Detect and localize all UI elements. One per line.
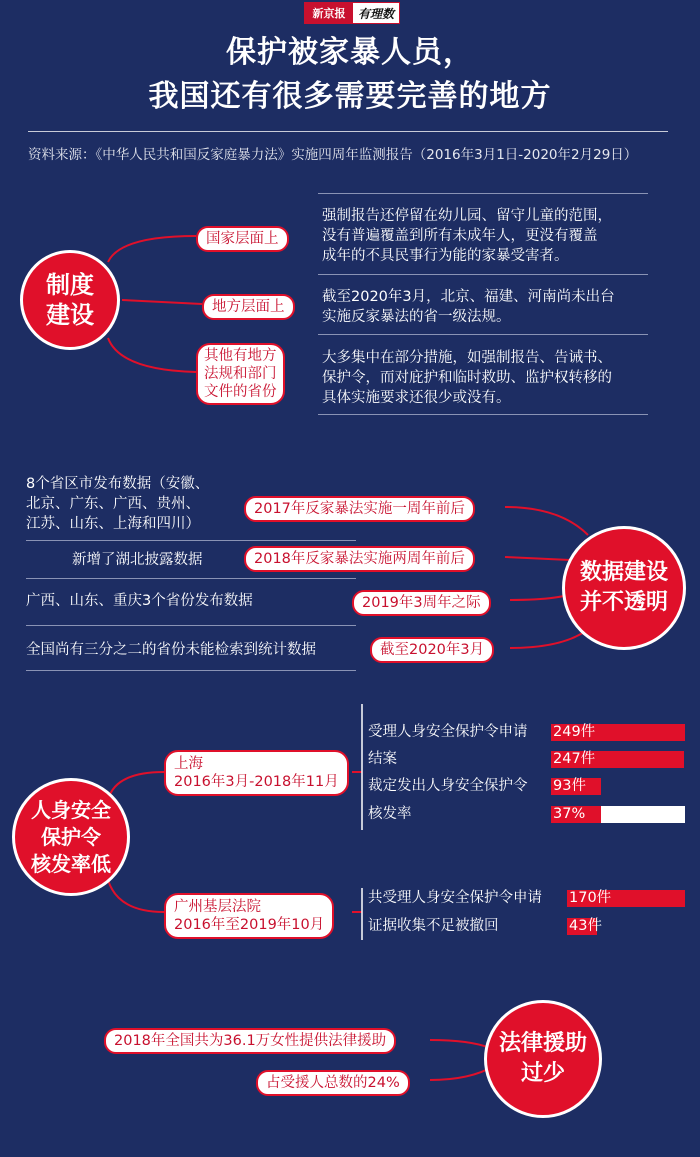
- bar-value: 43件: [569, 918, 602, 934]
- desc-other-provinces: [322, 348, 662, 408]
- connector-s1-3: [108, 338, 196, 372]
- pill-text-line2: 2016年3月-2018年11月: [174, 774, 339, 790]
- pill-text-line1: 广州基层法院: [174, 899, 261, 915]
- stat-label: 证据收集不足被撤回: [368, 918, 499, 934]
- stat-label: 裁定发出人身安全保护令: [368, 778, 528, 794]
- desc-national-level: [322, 206, 662, 266]
- circle-institution-building: [20, 250, 120, 350]
- desc-line: 保护令，而对庇护和临时救助、监护权转移的: [322, 370, 612, 386]
- divider: [26, 540, 356, 541]
- desc-local-level: [322, 287, 662, 327]
- divider: [318, 414, 648, 415]
- circle-text-line2: 并不透明: [579, 590, 668, 615]
- pill-2019: 2019年3周年之际: [352, 590, 491, 616]
- divider: [26, 670, 356, 671]
- desc-line: 大多集中在部分措施，如强制报告、告诫书、: [322, 350, 612, 366]
- desc-2017: [26, 474, 246, 534]
- stat-label: 受理人身安全保护令申请: [368, 724, 528, 740]
- page-title-line1: 保护被家暴人员，: [226, 35, 474, 70]
- pill-legal-aid-total: 2018年全国共为36.1万女性提供法律援助: [104, 1028, 396, 1054]
- pill-guangzhou: [164, 893, 334, 939]
- pill-text-line3: 文件的省份: [204, 384, 277, 400]
- pill-other-provinces: [196, 343, 285, 405]
- circle-text-line1: 人身安全: [31, 797, 111, 822]
- divider: [26, 578, 356, 579]
- pill-2018: 2018年反家暴法实施两周年前后: [244, 546, 475, 572]
- desc-line: 强制报告还停留在幼儿园、留守儿童的范围，: [322, 208, 612, 224]
- connector-s3-2: [108, 880, 164, 912]
- bar-value: 247件: [553, 751, 596, 767]
- pill-2017: 2017年反家暴法实施一周年前后: [244, 496, 475, 522]
- circle-text-line1: 制度: [46, 271, 94, 299]
- connector-s3-1: [108, 772, 164, 800]
- desc-line: 北京、广东、广西、贵州、: [26, 496, 200, 512]
- connector-s2-2: [505, 557, 570, 560]
- bar-value: 249件: [553, 724, 596, 740]
- circle-data-transparency: [562, 526, 686, 650]
- circle-text-line2: 保护令: [41, 824, 101, 849]
- divider: [26, 625, 356, 626]
- desc-line: 8个省区市发布数据（安徽、: [26, 476, 210, 492]
- pill-2020: 截至2020年3月: [370, 637, 494, 663]
- stat-label: 核发率: [368, 806, 412, 822]
- desc-line: 江苏、山东、上海和四川）: [26, 516, 200, 532]
- desc-line: 成年的不具民事行为能的家暴受害者。: [322, 248, 569, 264]
- divider: [318, 193, 648, 194]
- desc-2020: [26, 640, 366, 660]
- desc-line: 实施反家暴法的省一级法规。: [322, 309, 511, 325]
- connector-s1-1: [108, 236, 196, 262]
- pill-text-line2: 法规和部门: [204, 366, 277, 382]
- circle-text-line1: 法律援助: [498, 1031, 587, 1056]
- desc-2019: [26, 591, 326, 611]
- pill-legal-aid-share: 占受援人总数的24%: [256, 1070, 410, 1096]
- logo-brand: 新京报: [305, 3, 353, 23]
- pill-text-line2: 2016年至2019年10月: [174, 917, 325, 933]
- bar-value: 37%: [553, 806, 586, 822]
- circle-protection-order: [12, 778, 130, 896]
- pill-shanghai: [164, 750, 349, 796]
- circle-text-line2: 过少: [520, 1061, 565, 1086]
- desc-line: 截至2020年3月，北京、福建、河南尚未出台: [322, 289, 615, 305]
- desc-line: 新增了湖北披露数据: [72, 552, 203, 568]
- pill-text-line1: 其他有地方: [204, 348, 277, 364]
- circle-text-line1: 数据建设: [579, 560, 668, 585]
- stat-label: 结案: [368, 751, 397, 767]
- desc-line: 具体实施要求还很少或没有。: [322, 390, 511, 406]
- pill-local-level: 地方层面上: [202, 294, 295, 320]
- bar-value: 170件: [569, 890, 612, 906]
- desc-line: 广西、山东、重庆3个省份发布数据: [26, 593, 253, 609]
- stat-label: 共受理人身安全保护令申请: [368, 890, 542, 906]
- connector-s1-2: [122, 300, 202, 304]
- logo-column: 有理数: [357, 6, 394, 21]
- desc-line: 全国尚有三分之二的省份未能检索到统计数据: [26, 642, 316, 658]
- source-note: 资料来源：《中华人民共和国反家庭暴力法》实施四周年监测报告（2016年3月1日-2020年2月29日）: [28, 147, 638, 163]
- connector-s4-1: [430, 1040, 490, 1048]
- desc-2018: [72, 550, 272, 570]
- circle-legal-aid: [484, 1000, 602, 1118]
- pill-national-level: 国家层面上: [196, 226, 289, 252]
- page-title-line2: 我国还有很多需要完善的地方: [148, 79, 552, 114]
- desc-line: 没有普遍覆盖到所有未成年人，更没有覆盖: [322, 228, 598, 244]
- connector-s2-1: [505, 507, 588, 535]
- circle-text-line3: 核发率低: [31, 851, 111, 876]
- divider: [318, 334, 648, 335]
- pill-text-line1: 上海: [174, 756, 203, 772]
- bar-value: 93件: [553, 778, 586, 794]
- circle-text-line2: 建设: [46, 301, 94, 329]
- divider: [318, 274, 648, 275]
